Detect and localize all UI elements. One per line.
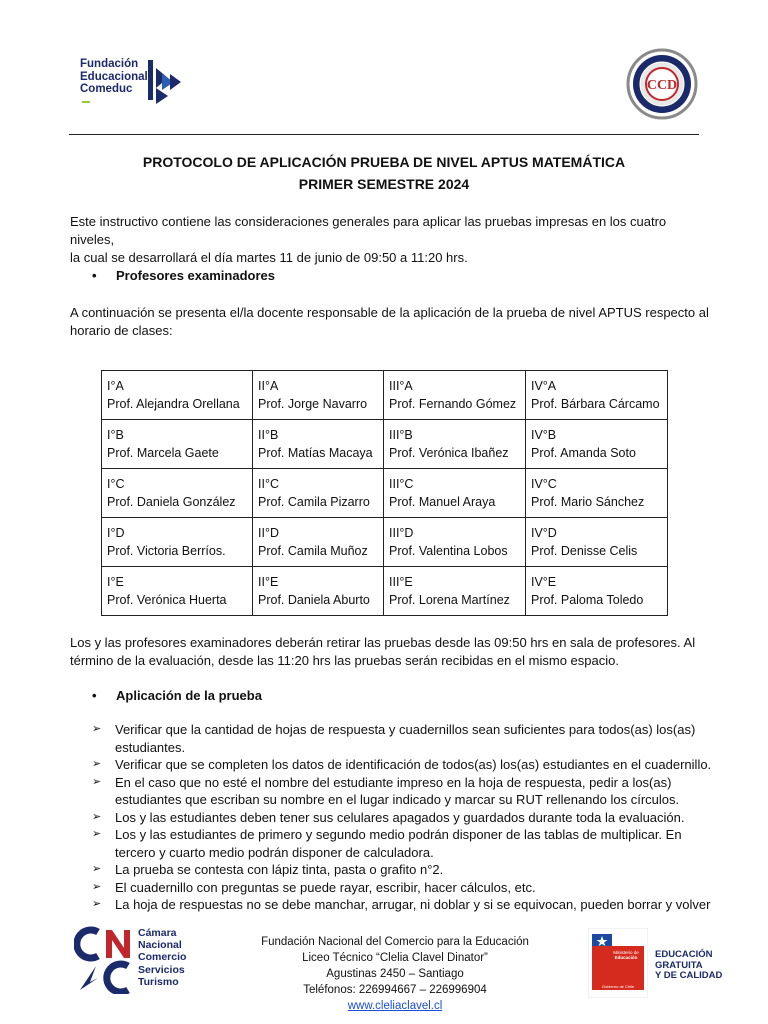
comeduc-chevron-icon [146,60,182,104]
cnc-wordmark: Cámara Nacional Comercio Servicios Turismo [138,927,187,988]
course-label: III°B [389,428,413,442]
course-label: II°C [258,477,279,491]
course-label: III°D [389,526,414,540]
document-title: PROTOCOLO DE APLICACIÓN PRUEBA DE NIVEL APTUS MATEMÁTICA [142,154,626,170]
step-text: estudiantes que escriban su nombre en el lugar indicado y marcar su RUT rellenando los círculos. [115,792,680,807]
table-cell [102,469,253,518]
table-row [102,567,668,616]
table-cell [526,518,668,567]
pickup-paragraph: Los y las profesores examinadores deberán retirar las pruebas desde las 09:50 hrs en sala de profesores. Al término de la evaluación, desde las 11:20 hrs las pruebas serán recibidas en el mismo espacio. [70,635,696,668]
table-cell [253,469,384,518]
arrow-bullet-icon: ➢ [92,828,102,840]
step-text: Los y las estudiantes deben tener sus celulares apagados y guardados durante toda la evaluación. [115,809,685,825]
teacher-name: Prof. Amanda Soto [531,446,636,460]
list-item [92,826,712,861]
list-item [92,896,712,914]
table-row [102,420,668,469]
examiners-table [101,370,668,616]
course-label: III°C [389,477,414,491]
teacher-name: Prof. Jorge Navarro [258,397,368,411]
course-label: III°E [389,575,413,589]
course-label: IV°D [531,526,557,540]
table-cell [384,518,526,567]
course-label: I°E [107,575,124,589]
table-cell [253,420,384,469]
teacher-name: Prof. Camila Pizarro [258,495,370,509]
footer-address: Fundación Nacional del Comercio para la Educación Liceo Técnico “Clelia Clavel Dinator” Agustinas 2450 – Santiago Teléfonos: 226994667 – 226996904 www.cleliaclavel.cl [261,936,529,1012]
teacher-name: Prof. Paloma Toledo [531,593,644,607]
list-item [92,721,712,756]
teacher-name: Prof. Marcela Gaete [107,446,219,460]
website-link[interactable]: www.cleliaclavel.cl [347,1000,443,1012]
table-row [102,371,668,420]
mineduc-label-3: Gobierno de Chile [601,984,635,989]
table-cell [526,420,668,469]
teacher-name: Prof. Daniela González [107,495,236,509]
course-label: IV°B [531,428,557,442]
course-label: IV°A [531,379,557,393]
table-row [102,518,668,567]
liceo-seal-logo [626,48,698,120]
table-cell [526,371,668,420]
teacher-name: Prof. Victoria Berríos. [107,544,226,558]
header-divider [69,134,699,135]
arrow-bullet-icon: ➢ [92,880,102,893]
course-label: III°A [389,379,413,393]
arrow-bullet-icon: ➢ [92,723,102,735]
logo-accent-bar [82,101,90,103]
teacher-name: Prof. Manuel Araya [389,495,496,509]
step-text: tercero y cuarto medio podrán disponer de calculadora. [115,844,434,860]
mineduc-logo [588,928,648,998]
table-cell [253,518,384,567]
step-text: Verificar que se completen los datos de identificación de todos(as) los(as) estudiantes en el cuadernillo. [115,757,712,772]
document-subtitle: PRIMER SEMESTRE 2024 [298,176,470,192]
teacher-name: Prof. Mario Sánchez [531,495,645,509]
list-item [92,756,712,774]
table-cell [384,469,526,518]
arrow-bullet-icon: ➢ [92,810,102,823]
course-label: I°D [107,526,125,540]
table-cell [526,469,668,518]
table-cell [384,567,526,616]
fundacion-comeduc-wordmark: Fundación Educacional Comeduc [80,58,148,95]
cnc-logo [74,926,204,996]
step-text: Los y las estudiantes de primero y segundo medio podrán disponer de las tablas de multiplicar. En [115,827,682,842]
teacher-name: Prof. Camila Muñoz [258,544,368,558]
course-label: IV°E [531,575,557,589]
cnc-monogram-icon [74,926,136,994]
teacher-name: Prof. Verónica Huerta [107,593,227,607]
step-text: En el caso que no esté el nombre del estudiante impreso en la hoja de respuesta, pedir a los(as) [115,774,672,790]
list-item [92,809,712,827]
course-label: II°B [258,428,279,442]
arrow-bullet-icon: ➢ [92,898,102,910]
table-cell [384,371,526,420]
step-text: La prueba se contesta con lápiz tinta, pasta o grafito n°2. [115,862,444,877]
teacher-name: Prof. Bárbara Cárcamo [531,397,660,411]
table-row [102,469,668,518]
table-cell [102,567,253,616]
arrow-bullet-icon: ➢ [92,775,102,788]
step-text: El cuadernillo con preguntas se puede rayar, escribir, hacer cálculos, etc. [115,879,536,895]
course-label: II°A [258,379,279,393]
course-label: II°D [258,526,279,540]
list-item [92,879,712,897]
course-label: I°B [107,428,124,442]
step-text: estudiantes. [115,739,186,755]
teacher-name: Prof. Verónica Ibañez [389,446,509,460]
table-cell [102,371,253,420]
teacher-name: Prof. Daniela Aburto [258,593,370,607]
list-item [92,774,712,809]
table-cell [102,518,253,567]
section-heading-examiners: • Profesores examinadores [92,268,275,283]
course-label: I°C [107,477,125,491]
teacher-name: Prof. Valentina Lobos [389,544,508,558]
course-label: I°A [107,379,124,393]
course-label: II°E [258,575,279,589]
bullet-icon: • [92,688,97,703]
teacher-name: Prof. Denisse Celis [531,544,638,558]
application-steps-list [92,721,712,914]
table-cell [253,371,384,420]
seal-initials: CCD [646,78,678,93]
teacher-name: Prof. Fernando Gómez [389,397,517,411]
teacher-name: Prof. Alejandra Orellana [107,397,240,411]
mineduc-label-2: Educación [614,955,638,960]
mineduc-label-1: Ministerio de [613,950,639,955]
teacher-name: Prof. Lorena Martínez [389,593,510,607]
table-cell [384,420,526,469]
step-text: Verificar que la cantidad de hojas de respuesta y cuadernillos sean suficientes para todos(as) los(as) [115,722,696,737]
examiners-table-body [102,371,668,616]
intro-paragraph: Este instructivo contiene las consideraciones generales para aplicar las pruebas impresas en los cuatro niveles, la cual se desarrollará el día martes 11 de junio de 09:50 a 11:20 hrs. [70,214,667,265]
arrow-bullet-icon: ➢ [92,863,102,875]
table-cell [102,420,253,469]
step-text: La hoja de respuestas no se debe manchar, arrugar, ni doblar y si se equivocan, pueden borrar y volver [115,897,711,912]
fundacion-comeduc-logo [80,58,190,108]
section-heading-application: • Aplicación de la prueba [92,688,262,703]
teacher-name: Prof. Matías Macaya [258,446,373,460]
bullet-icon: • [92,268,97,283]
arrow-bullet-icon: ➢ [92,758,102,770]
list-item [92,861,712,879]
table-cell [526,567,668,616]
mineduc-tagline: EDUCACIÓN GRATUITA Y DE CALIDAD [655,949,723,981]
course-label: IV°C [531,477,557,491]
continuation-paragraph: A continuación se presenta el/la docente responsable de la aplicación de la prueba de nivel APTUS respecto al horario de clases: [70,305,709,338]
table-cell [253,567,384,616]
